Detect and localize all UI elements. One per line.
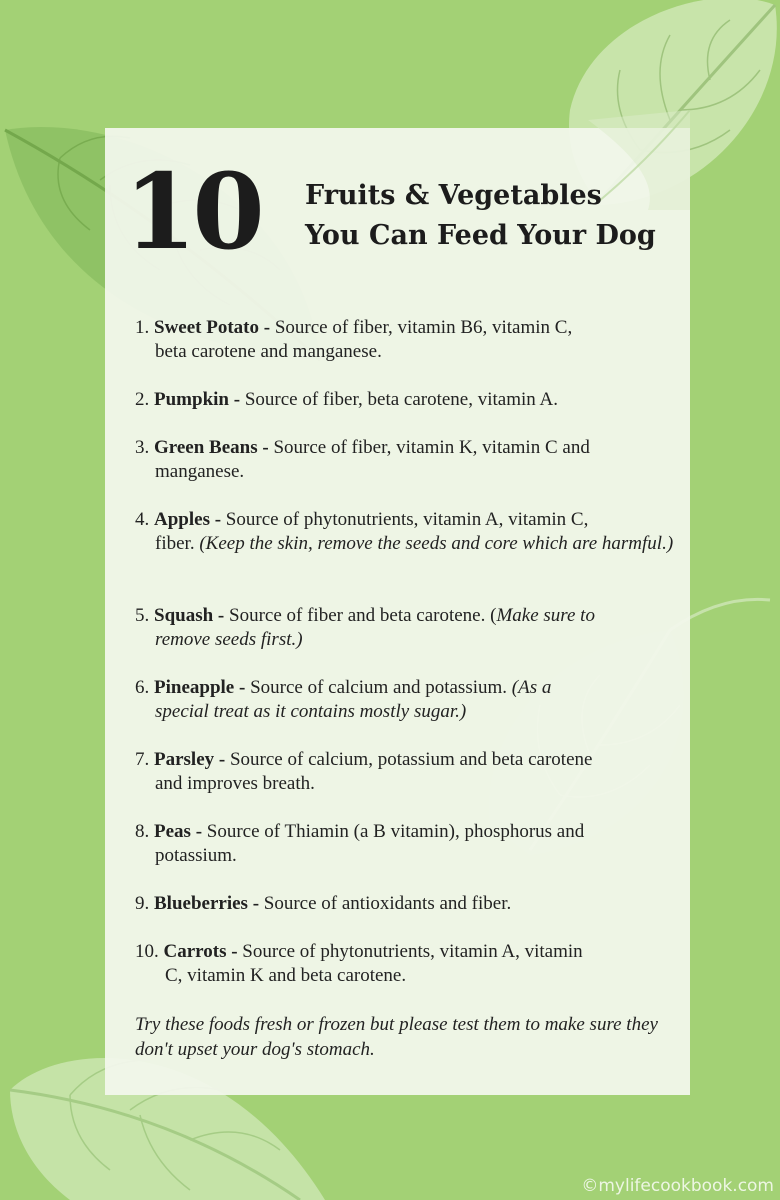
item-name: Carrots (163, 941, 227, 962)
item-separator: - (228, 389, 245, 410)
list-item (135, 508, 675, 556)
item-note-continued: remove seeds first.) (155, 629, 303, 650)
item-separator: - (259, 317, 275, 338)
item-name: Blueberries (154, 893, 248, 914)
item-description: Source of calcium, potassium and beta carotene (229, 749, 593, 770)
item-description: Source of fiber, vitamin K, vitamin C and (273, 437, 590, 458)
item-name: Peas (154, 821, 191, 842)
item-separator: - (214, 749, 230, 770)
item-description-continued: potassium. (155, 845, 237, 866)
item-number: 9. (135, 893, 150, 914)
item-note: (As a (511, 677, 552, 698)
item-description-continued: C, vitamin K and beta carotene. (165, 965, 407, 986)
list-item (135, 676, 675, 724)
item-name: Sweet Potato (154, 317, 259, 338)
list-item (135, 940, 675, 988)
list-item (135, 316, 675, 364)
item-number: 2. (135, 389, 150, 410)
watermark: ©mylifecookbook.com (581, 1176, 774, 1196)
item-number: 7. (135, 749, 150, 770)
item-number: 8. (135, 821, 150, 842)
item-number: 5. (135, 605, 150, 626)
item-number: 4. (135, 509, 150, 530)
item-note-continued: special treat as it contains mostly sugar.) (155, 701, 467, 722)
item-note: (Keep the skin, remove the seeds and core which are harmful.) (199, 533, 674, 554)
item-number: 10. (135, 941, 159, 962)
list-item (135, 748, 675, 796)
list-item (135, 820, 675, 868)
item-number: 6. (135, 677, 150, 698)
item-description-continued: fiber. (155, 533, 200, 554)
item-separator: - (234, 677, 251, 698)
item-separator: - (190, 821, 207, 842)
title-line-1: Fruits & Vegetables (305, 180, 602, 211)
item-name: Parsley (154, 749, 215, 770)
item-separator: - (257, 437, 274, 458)
item-description: Source of calcium and potassium. (250, 677, 512, 698)
item-name: Green Beans (154, 437, 258, 458)
title-number: 10 (124, 150, 261, 273)
item-description: Source of Thiamin (a B vitamin), phosphorus and (206, 821, 585, 842)
item-description: Source of antioxidants and fiber. (263, 893, 512, 914)
item-separator: - (247, 893, 264, 914)
list-item (135, 604, 675, 652)
item-name: Pumpkin (154, 389, 229, 410)
item-separator: - (213, 605, 229, 626)
footer-note: Try these foods fresh or frozen but please test them to make sure they don't upset your dog's stomach. (135, 1014, 658, 1060)
item-number: 1. (135, 317, 150, 338)
item-description-continued: and improves breath. (155, 773, 315, 794)
list-item (135, 892, 675, 916)
item-name: Apples (154, 509, 210, 530)
item-name: Squash (154, 605, 214, 626)
list-item (135, 436, 675, 484)
item-description: Source of phytonutrients, vitamin A, vitamin C, (225, 509, 589, 530)
item-separator: - (209, 509, 226, 530)
title-line-2: You Can Feed Your Dog (305, 220, 656, 251)
item-description: Source of phytonutrients, vitamin A, vitamin (242, 941, 583, 962)
item-note: Make sure to (496, 605, 595, 626)
item-description-continued: beta carotene and manganese. (155, 341, 382, 362)
item-description: Source of fiber, beta carotene, vitamin A. (244, 389, 558, 410)
item-description: Source of fiber, vitamin B6, vitamin C, (274, 317, 573, 338)
item-number: 3. (135, 437, 150, 458)
list-item (135, 388, 675, 412)
item-separator: - (226, 941, 243, 962)
item-description-continued: manganese. (155, 461, 245, 482)
leaf-icon (588, 110, 690, 210)
item-description: Source of fiber and beta carotene. ( (229, 605, 497, 626)
item-name: Pineapple (154, 677, 235, 698)
